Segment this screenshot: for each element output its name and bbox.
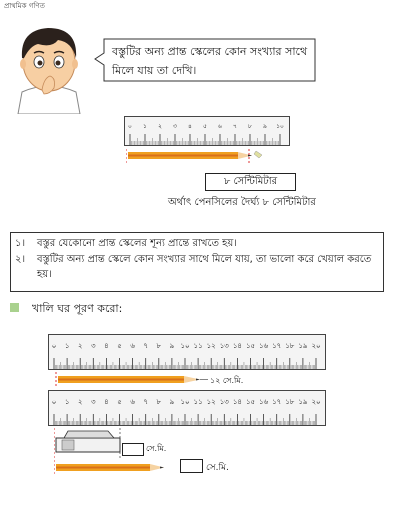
pencil-answer-box[interactable]: [180, 459, 203, 473]
ruler-tick-label: ৭: [143, 342, 148, 350]
ruler-tick-label: ১৯: [298, 398, 308, 406]
ruler-tick-label: ১৫: [245, 342, 256, 350]
ruler-small: [124, 116, 290, 146]
ruler-tick-label: ৭: [233, 123, 237, 130]
ruler-tick-label: ১৪: [232, 342, 242, 350]
ruler-tick-label: ১: [64, 342, 70, 350]
ruler-tick-label: ১০: [180, 398, 190, 406]
ruler-tick-label: ২০: [311, 398, 321, 406]
rules-box: [10, 232, 384, 292]
ruler-tick-label: ৫: [117, 342, 122, 350]
ruler-tick-label: ১: [64, 398, 70, 406]
rule-number: ১।: [15, 238, 26, 249]
ruler-tick-label: ৩: [173, 123, 177, 130]
speech-text: বস্তুটির অন্য প্রান্ত স্কেলের কোন সংখ্যার সাথে মিলে যায় তা দেখি।: [112, 45, 308, 77]
task-square-icon: [10, 303, 19, 312]
ruler-tick-label: ১২: [206, 342, 216, 350]
ruler-tick-label: ৪: [104, 398, 109, 406]
ruler-tick-label: ২০: [311, 342, 321, 350]
eraser-answer-box[interactable]: [122, 443, 144, 456]
ruler-tick-label: ৩: [91, 398, 96, 406]
ruler-tick-label: ৩: [91, 342, 96, 350]
page-header: প্রাথমিক গণিত: [4, 2, 45, 10]
ruler-tick-label: ৬: [130, 342, 135, 350]
ruler-tick-label: ১২: [206, 398, 216, 406]
ruler-tick-label: ২: [158, 123, 162, 130]
ruler-tick-label: ৬: [130, 398, 135, 406]
ruler-tick-label: ১: [143, 123, 147, 130]
unit-label: সে.মি.: [206, 463, 229, 473]
ruler-tick-label: ১১: [193, 398, 203, 406]
ruler-tick-label: ১১: [193, 342, 203, 350]
ruler-tick-label: ০: [51, 342, 57, 350]
ruler-tick-label: ৭: [143, 398, 148, 406]
ruler-body: [49, 391, 326, 426]
ruler-tick-label: ৯: [169, 398, 175, 406]
ruler-tick-label: ১০: [180, 342, 190, 350]
ruler-tick-label: ৫: [117, 398, 122, 406]
ruler-tick-label: ১৬: [259, 342, 269, 350]
unit-label: সে.মি.: [146, 444, 167, 453]
ruler-tick-label: ১৭: [272, 342, 282, 350]
ruler-tick-label: ২: [77, 398, 83, 406]
pencil-length-label: ১২ সে.মি.: [210, 376, 244, 385]
ruler-tick-label: ০: [128, 123, 132, 130]
ruler-tick-label: ১৫: [245, 398, 256, 406]
ruler-tick-label: ১৯: [298, 342, 308, 350]
ruler-body: [49, 335, 326, 370]
ruler-tick-label: ৬: [218, 123, 222, 130]
rule-item: [15, 252, 379, 280]
ruler-tick-label: ৮: [156, 398, 162, 406]
rule-text: বস্তুটির অন্য প্রান্ত স্কেলে কোন সংখ্যার সাথে মিলে যায়, তা ভালো করে খেয়াল করতে হয়।: [37, 254, 372, 280]
ruler-tick-label: ১৮: [285, 398, 295, 406]
ruler-tick-label: ৪: [188, 123, 192, 130]
rule-number: ২।: [15, 254, 26, 265]
length-answer-box: ৮ সেন্টিমিটার: [205, 173, 296, 191]
ruler-tick-label: ১৬: [259, 398, 269, 406]
ruler-tick-label: ৮: [156, 342, 162, 350]
ruler-tick-label: ৫: [203, 123, 207, 130]
ruler-tick-label: ৮: [248, 123, 252, 130]
pencil-short: [54, 460, 172, 476]
pencil-8cm: [126, 148, 266, 164]
ruler-tick-label: ৯: [263, 123, 267, 130]
ruler-large-1: [48, 334, 326, 370]
ruler-tick-label: ১৮: [285, 342, 295, 350]
ruler-tick-label: ০: [51, 398, 57, 406]
task-instruction: খালি ঘর পূরণ করো:: [32, 302, 123, 315]
ruler-tick-label: ৪: [104, 342, 109, 350]
pencil-12cm: [54, 372, 210, 388]
ruler-tick-label: ১৪: [232, 398, 242, 406]
rule-text: বস্তুর যেকোনো প্রান্ত স্কেলের শূন্য প্রান্তে রাখতে হয়।: [37, 238, 237, 249]
ruler-tick-label: ১৩: [219, 398, 229, 406]
rule-item: [15, 236, 379, 251]
ruler-tick-label: ৯: [169, 342, 175, 350]
ruler-tick-label: ১৩: [219, 342, 229, 350]
length-note: অর্থাৎ পেনসিলের দৈর্ঘ্য ৮ সেন্টিমিটার: [168, 197, 316, 208]
ruler-tick-label: ২: [77, 342, 83, 350]
thinking-boy-illustration: [8, 22, 90, 114]
ruler-tick-label: ১০: [276, 123, 284, 130]
ruler-large-2: [48, 390, 326, 426]
ruler-tick-label: ১৭: [272, 398, 282, 406]
